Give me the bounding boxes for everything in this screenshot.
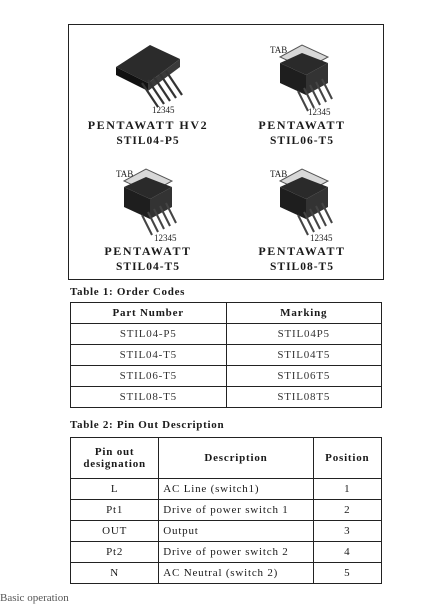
pin-designation-cell: OUT (71, 521, 159, 542)
pin-numbers-label: 12345 (310, 233, 333, 243)
pentawatt-tab-image (252, 159, 352, 243)
section-heading-partial: Basic operation (0, 592, 69, 604)
package-code: STIL04-P5 (116, 135, 180, 147)
table-header-row (71, 438, 382, 479)
table-row (71, 563, 382, 584)
table-header-row (71, 303, 382, 324)
marking-cell: STIL04P5 (226, 324, 382, 345)
marking-cell: STIL04T5 (226, 345, 382, 366)
part-number-cell: STIL04-P5 (71, 324, 227, 345)
part-number-cell: STIL08-T5 (71, 387, 227, 408)
package-name: PENTAWATT (104, 244, 192, 258)
pin-numbers-label: 12345 (152, 105, 175, 115)
pin-designation-cell: Pt2 (71, 542, 159, 563)
part-number-cell: STIL06-T5 (71, 366, 227, 387)
column-header: Description (159, 438, 313, 479)
package-name: PENTAWATT (258, 118, 346, 132)
description-cell: Output (159, 521, 313, 542)
package-pentawatt-stil08 (227, 159, 377, 275)
column-header: Marking (226, 303, 382, 324)
tab-label: TAB (270, 169, 288, 179)
package-code: STIL06-T5 (270, 135, 334, 147)
pin-designation-cell: N (71, 563, 159, 584)
package-code: STIL08-T5 (270, 261, 334, 273)
position-cell: 2 (313, 500, 381, 521)
tab-label: TAB (116, 169, 134, 179)
table-row (71, 542, 382, 563)
pin-numbers-label: 12345 (308, 107, 331, 117)
position-cell: 1 (313, 479, 381, 500)
table2-caption: Table 2: Pin Out Description (70, 419, 225, 431)
position-cell: 5 (313, 563, 381, 584)
package-name: PENTAWATT (258, 244, 346, 258)
marking-cell: STIL06T5 (226, 366, 382, 387)
part-number-cell: STIL04-T5 (71, 345, 227, 366)
table-row (71, 500, 382, 521)
pin-out-table (70, 437, 382, 584)
table1-caption: Table 1: Order Codes (70, 286, 186, 298)
pin-designation-cell: L (71, 479, 159, 500)
pin-designation-cell: Pt1 (71, 500, 159, 521)
package-illustrations (68, 24, 384, 280)
order-codes-table (70, 302, 382, 408)
pin-numbers-label: 12345 (154, 233, 177, 243)
pentawatt-tab-image (252, 33, 352, 117)
package-name: PENTAWATT HV2 (87, 118, 209, 132)
description-cell: AC Neutral (switch 2) (159, 563, 313, 584)
table-row (71, 521, 382, 542)
description-cell: Drive of power switch 1 (159, 500, 313, 521)
package-code: STIL04-T5 (116, 261, 180, 273)
column-header: Position (313, 438, 381, 479)
package-pentawatt-hv2 (73, 33, 223, 149)
package-pentawatt-stil06 (227, 33, 377, 149)
pentawatt-tab-image (98, 159, 198, 243)
marking-cell: STIL08T5 (226, 387, 382, 408)
column-header: Pin out designation (71, 438, 159, 479)
tab-label: TAB (270, 45, 288, 55)
pentawatt-hv2-image (98, 33, 198, 117)
table-row (71, 324, 382, 345)
position-cell: 4 (313, 542, 381, 563)
table-row (71, 387, 382, 408)
package-pentawatt-stil04 (73, 159, 223, 275)
table-row (71, 345, 382, 366)
table-row (71, 366, 382, 387)
column-header: Part Number (71, 303, 227, 324)
table-row (71, 479, 382, 500)
position-cell: 3 (313, 521, 381, 542)
description-cell: Drive of power switch 2 (159, 542, 313, 563)
description-cell: AC Line (switch1) (159, 479, 313, 500)
